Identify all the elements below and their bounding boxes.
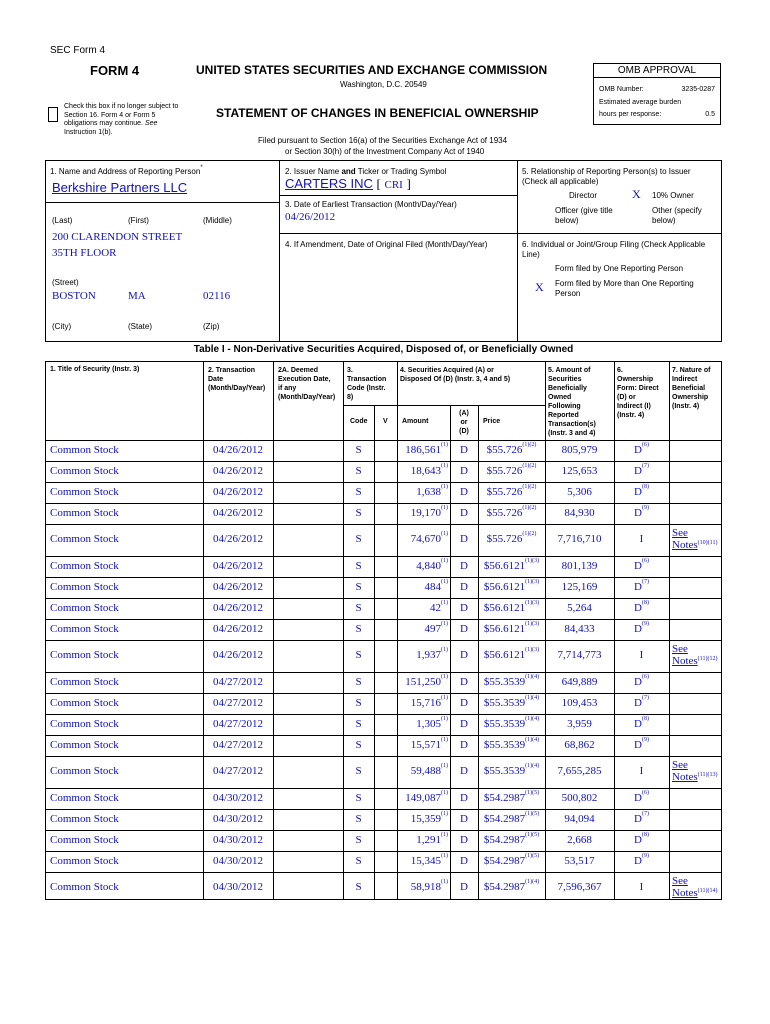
price: $\$54.2987^{(1)(5)}$: [483, 789, 540, 804]
amount: 497$^{(1)}$: [424, 620, 448, 635]
col2-header: 2. Transaction Date (Month/Day/Year): [208, 367, 266, 392]
price: $\$56.6121^{(1)(3)}$: [483, 557, 540, 572]
price: $\$56.6121^{(1)(3)}$: [483, 647, 540, 661]
amount-owned: 53,517: [564, 854, 595, 867]
transaction-code: S: [355, 765, 362, 777]
amount-owned: 125,169: [561, 580, 598, 593]
ownership-form: $D^{(7)}$: [634, 810, 649, 825]
price: $\$55.3539^{(1)(4)}$: [483, 736, 540, 751]
amount: 1,638$^{(1)}$: [416, 483, 448, 498]
transaction-date: 04/27/2012: [212, 738, 264, 751]
ownership-form: $D^{(9)}$: [634, 504, 649, 519]
price: $\$55.3539^{(1)(4)}$: [483, 715, 540, 730]
statement-title: STATEMENT OF CHANGES IN BENEFICIAL OWNERSHIP: [216, 106, 539, 120]
filed-line-1: Filed pursuant to Section 16(a) of the Securities Exchange Act of 1934: [258, 136, 508, 145]
city: BOSTON: [52, 290, 96, 302]
box4-label: 4. If Amendment, Date of Original Filed (Month/Day/Year): [285, 240, 488, 249]
reporting-person-name[interactable]: Berkshire Partners LLC: [52, 180, 188, 195]
security-title: Common Stock: [50, 717, 119, 730]
col2a-header: 2A. Deemed Execution Date, if any (Month/Day/Year): [278, 367, 336, 401]
ownership-form: $D^{(8)}$: [634, 599, 649, 614]
amount-owned: 125,653: [561, 464, 598, 477]
col6-header: 6. Ownership Form: Direct (D) or Indirect (I) (Instr. 4): [617, 367, 659, 419]
ownership-form: $D^{(6)}$: [634, 673, 649, 688]
acquired-disposed: D: [460, 854, 468, 867]
last-label: (Last): [52, 216, 73, 225]
ownership-form: I: [639, 881, 644, 893]
col7-header: 7. Nature of Indirect Beneficial Ownership (Instr. 4): [672, 367, 711, 410]
transaction-code: S: [355, 696, 362, 709]
price: $\$55.726^{(1)(2)}$: [486, 531, 537, 545]
ownership-form: $D^{(6)}$: [634, 789, 649, 804]
transaction-code: S: [355, 738, 362, 751]
ownership-form: I: [639, 649, 644, 661]
amount-owned: 7,716,710: [557, 533, 602, 545]
ownership-form: $D^{(9)}$: [634, 620, 649, 635]
ticker: CRI: [384, 179, 403, 191]
ownership-form: $D^{(9)}$: [634, 736, 649, 751]
transaction-code: S: [355, 580, 362, 593]
box6-label-1: 6. Individual or Joint/Group Filing (Check Applicable: [522, 240, 706, 249]
security-title: Common Stock: [50, 765, 119, 777]
acquired-disposed: D: [460, 812, 468, 825]
transaction-code: S: [355, 881, 362, 893]
amount: 1,937$^{(1)}$: [416, 647, 448, 661]
state: MA: [128, 290, 146, 302]
acquired-disposed: D: [460, 443, 468, 456]
acquired-disposed: D: [460, 601, 468, 614]
price: $\$55.726^{(1)(2)}$: [486, 441, 537, 456]
amount: 1,291$^{(1)}$: [416, 831, 448, 846]
director-label: Director: [569, 191, 598, 200]
price: $\$55.3539^{(1)(4)}$: [483, 694, 540, 709]
ownership-form: $D^{(8)}$: [634, 831, 649, 846]
acquired-disposed: D: [460, 622, 468, 635]
security-title: Common Stock: [50, 738, 119, 751]
transaction-date: 04/26/2012: [212, 622, 264, 635]
box1-label: 1. Name and Address of Reporting Person*: [50, 165, 203, 176]
agency-address: Washington, D.C. 20549: [340, 80, 427, 89]
transaction-code: S: [355, 464, 362, 477]
transaction-code: S: [355, 649, 362, 661]
amount-owned: 3,959: [567, 717, 592, 730]
first-label: (First): [128, 216, 149, 225]
amount-owned: 500,802: [561, 791, 598, 804]
transaction-code: S: [355, 601, 362, 614]
amount: 15,359$^{(1)}$: [410, 810, 448, 825]
sub-v: V: [383, 418, 388, 425]
transaction-date: 04/26/2012: [212, 464, 264, 477]
price: $\$55.3539^{(1)(4)}$: [483, 673, 540, 688]
transaction-date: 04/30/2012: [212, 833, 264, 846]
amount-owned: 2,668: [567, 833, 592, 846]
amount: 18,643$^{(1)}$: [410, 462, 448, 477]
col4-header: 4. Securities Acquired (A) or Disposed Of (D) (Instr. 3, 4 and 5): [400, 367, 511, 383]
amount-owned: 801,139: [561, 559, 598, 572]
security-title: Common Stock: [50, 696, 119, 709]
amount: 74,670$^{(1)}$: [410, 531, 448, 545]
acquired-disposed: D: [460, 649, 468, 661]
price: $\$54.2987^{(1)(4)}$: [483, 879, 540, 893]
price: $\$56.6121^{(1)(3)}$: [483, 599, 540, 614]
transaction-date: 04/30/2012: [212, 881, 264, 893]
box2-label: 2. Issuer Name and Ticker or Trading Symbol: [285, 167, 447, 176]
acquired-disposed: D: [460, 738, 468, 751]
security-title: Common Stock: [50, 485, 119, 498]
amount: 15,345$^{(1)}$: [410, 852, 448, 867]
transaction-date: 04/26/2012: [212, 506, 264, 519]
amount: 484$^{(1)}$: [424, 578, 448, 593]
amount: 19,170$^{(1)}$: [410, 504, 448, 519]
transaction-date: 04/30/2012: [212, 791, 264, 804]
transaction-code: S: [355, 812, 362, 825]
table-title: Table I - Non-Derivative Securities Acquired, Disposed of, or Beneficially Owned: [193, 344, 574, 355]
sub-code: Code: [350, 418, 368, 425]
transaction-date: 04/26/2012: [212, 559, 264, 572]
state-label: (State): [128, 322, 153, 331]
transaction-code: S: [355, 622, 362, 635]
form-title: FORM 4: [90, 63, 140, 78]
security-title: Common Stock: [50, 533, 119, 545]
security-title: Common Stock: [50, 559, 119, 572]
transaction-date: 04/26/2012: [212, 533, 264, 545]
security-title: Common Stock: [50, 833, 119, 846]
col5-header: 5. Amount of Securities Beneficially Owned Following Reported Transaction(s) (Instr. 3 and 4): [548, 367, 596, 437]
amount-owned: 94,094: [564, 812, 595, 825]
acquired-disposed: D: [460, 696, 468, 709]
nature-of-ownership[interactable]: See Notes$^{(11)(12)}$: [672, 643, 718, 667]
security-title: Common Stock: [50, 580, 119, 593]
address-line-1: 200 CLARENDON STREET: [52, 231, 183, 243]
one-person-label: Form filed by One Reporting Person: [555, 264, 684, 273]
box5-label-2: (Check all applicable): [522, 177, 599, 186]
ownership-form: $D^{(7)}$: [634, 462, 649, 477]
omb-title: OMB APPROVAL: [594, 64, 720, 78]
amount: 149,087$^{(1)}$: [405, 789, 448, 804]
nature-of-ownership[interactable]: See Notes$^{(11)(14)}$: [672, 875, 718, 899]
security-title: Common Stock: [50, 675, 119, 688]
earliest-transaction-date: 04/26/2012: [285, 211, 336, 223]
acquired-disposed: D: [460, 559, 468, 572]
price: $\$55.726^{(1)(2)}$: [486, 483, 537, 498]
price: $\$54.2987^{(1)(5)}$: [483, 852, 540, 867]
omb-box: [593, 63, 721, 125]
other-label-2: below): [652, 216, 676, 225]
amount-owned: 7,714,773: [557, 649, 602, 661]
sub-ad: (A) or (D): [459, 410, 469, 435]
ownership-form: $D^{(7)}$: [634, 694, 649, 709]
filed-line-2: or Section 30(h) of the Investment Company Act of 1940: [285, 147, 485, 156]
ownership-form: I: [639, 533, 644, 545]
sub-price: Price: [483, 418, 501, 425]
transaction-code: S: [355, 675, 362, 688]
transaction-date: 04/27/2012: [212, 765, 264, 777]
col3-header: 3. Transaction Code (Instr. 8): [347, 367, 387, 401]
more-persons-label-2: Person: [555, 289, 581, 298]
omb-number: 3235-0287: [681, 86, 715, 93]
sub-amount: Amount: [402, 418, 429, 425]
amount: 15,571$^{(1)}$: [410, 736, 448, 751]
amount: 186,561$^{(1)}$: [405, 441, 448, 456]
omb-hours-label: hours per response:: [599, 111, 662, 118]
transaction-code: S: [355, 506, 362, 519]
no-longer-subject-checkbox[interactable]: [48, 107, 58, 122]
transaction-date: 04/26/2012: [212, 649, 264, 661]
acquired-disposed: D: [460, 881, 468, 893]
transaction-code: S: [355, 854, 362, 867]
ownership-form: $D^{(8)}$: [634, 483, 649, 498]
zip: 02116: [203, 290, 231, 302]
ownership-form: $D^{(9)}$: [634, 852, 649, 867]
acquired-disposed: D: [460, 533, 468, 545]
transaction-date: 04/26/2012: [212, 485, 264, 498]
amount-owned: 7,655,285: [557, 765, 602, 777]
transaction-code: S: [355, 833, 362, 846]
transaction-date: 04/30/2012: [212, 812, 264, 825]
security-title: Common Stock: [50, 791, 119, 804]
officer-label-1: Officer (give title: [555, 206, 613, 215]
nature-of-ownership[interactable]: See Notes$^{(11)(13)}$: [672, 759, 718, 783]
price: $\$54.2987^{(1)(5)}$: [483, 810, 540, 825]
price: $\$56.6121^{(1)(3)}$: [483, 620, 540, 635]
security-title: Common Stock: [50, 649, 119, 661]
col1-header: 1. Title of Security (Instr. 3): [50, 366, 140, 373]
amount-owned: 68,862: [564, 738, 595, 751]
transaction-code: S: [355, 717, 362, 730]
amount-owned: 5,264: [567, 601, 592, 614]
address-line-2: 35TH FLOOR: [52, 247, 117, 259]
omb-hours: 0.5: [705, 111, 715, 118]
amount: 151,250$^{(1)}$: [405, 673, 448, 688]
acquired-disposed: D: [460, 717, 468, 730]
transaction-code: S: [355, 791, 362, 804]
box6-label-2: Line): [522, 250, 540, 259]
amount: 58,918$^{(1)}$: [410, 879, 448, 893]
acquired-disposed: D: [460, 464, 468, 477]
amount-owned: 5,306: [567, 485, 592, 498]
transaction-code: S: [355, 485, 362, 498]
transaction-code: S: [355, 533, 362, 545]
checkbox-caption: Check this box if no longer subject to Section 16. Form 4 or Form 5 obligations may continue. See Instruction 1(b).: [64, 103, 179, 136]
security-title: Common Stock: [50, 881, 119, 893]
transaction-date: 04/27/2012: [212, 675, 264, 688]
joint-filing-mark[interactable]: X: [535, 280, 544, 294]
price: $\$55.3539^{(1)(4)}$: [483, 763, 540, 777]
form-label: SEC Form 4: [50, 45, 106, 56]
issuer-line: CARTERS INC [ CRI ]: [285, 176, 411, 191]
amount-owned: 649,889: [561, 675, 598, 688]
other-label-1: Other (specify: [652, 206, 702, 215]
acquired-disposed: D: [460, 675, 468, 688]
security-title: Common Stock: [50, 812, 119, 825]
city-label: (City): [52, 322, 72, 331]
price: $\$55.726^{(1)(2)}$: [486, 504, 537, 519]
security-title: Common Stock: [50, 464, 119, 477]
acquired-disposed: D: [460, 765, 468, 777]
issuer-name[interactable]: CARTERS INC: [285, 176, 373, 191]
box3-label: 3. Date of Earliest Transaction (Month/Day/Year): [285, 200, 457, 209]
ten-percent-owner-mark[interactable]: X: [632, 187, 641, 201]
omb-number-label: OMB Number:: [599, 86, 644, 93]
acquired-disposed: D: [460, 833, 468, 846]
box5-label-1: 5. Relationship of Reporting Person(s) to Issuer: [522, 167, 691, 176]
amount: 4,840$^{(1)}$: [416, 557, 448, 572]
acquired-disposed: D: [460, 791, 468, 804]
acquired-disposed: D: [460, 506, 468, 519]
amount: 1,305$^{(1)}$: [416, 715, 448, 730]
street-label: (Street): [52, 278, 79, 287]
transaction-code: S: [355, 559, 362, 572]
security-title: Common Stock: [50, 854, 119, 867]
acquired-disposed: D: [460, 485, 468, 498]
price: $\$54.2987^{(1)(5)}$: [483, 831, 540, 846]
transaction-date: 04/26/2012: [212, 601, 264, 614]
amount-owned: 7,596,367: [557, 881, 602, 893]
security-title: Common Stock: [50, 601, 119, 614]
transaction-date: 04/26/2012: [212, 443, 264, 456]
amount-owned: 109,453: [561, 696, 598, 709]
amount-owned: 805,979: [561, 443, 598, 456]
transaction-date: 04/26/2012: [212, 580, 264, 593]
ownership-form: $D^{(6)}$: [634, 441, 649, 456]
middle-label: (Middle): [203, 216, 232, 225]
ownership-form: $D^{(7)}$: [634, 578, 649, 593]
omb-burden-label: Estimated average burden: [599, 99, 682, 106]
price: $\$55.726^{(1)(2)}$: [486, 462, 537, 477]
price: $\$56.6121^{(1)(3)}$: [483, 578, 540, 593]
more-persons-label-1: Form filed by More than One Reporting: [555, 279, 694, 288]
ten-percent-owner-label: 10% Owner: [652, 191, 694, 200]
security-title: Common Stock: [50, 443, 119, 456]
amount: 42$^{(1)}$: [430, 599, 448, 614]
security-title: Common Stock: [50, 506, 119, 519]
officer-label-2: below): [555, 216, 579, 225]
nature-of-ownership[interactable]: See Notes$^{(10)(11)}$: [672, 527, 718, 551]
amount: 15,716$^{(1)}$: [410, 694, 448, 709]
ownership-form: $D^{(6)}$: [634, 557, 649, 572]
amount-owned: 84,930: [564, 506, 595, 519]
transaction-date: 04/30/2012: [212, 854, 264, 867]
acquired-disposed: D: [460, 580, 468, 593]
amount: 59,488$^{(1)}$: [410, 763, 448, 777]
ownership-form: I: [639, 765, 644, 777]
security-title: Common Stock: [50, 622, 119, 635]
transaction-code: S: [355, 443, 362, 456]
amount-owned: 84,433: [564, 622, 595, 635]
transaction-date: 04/27/2012: [212, 696, 264, 709]
zip-label: (Zip): [203, 322, 220, 331]
transaction-date: 04/27/2012: [212, 717, 264, 730]
ownership-form: $D^{(8)}$: [634, 715, 649, 730]
agency-title: UNITED STATES SECURITIES AND EXCHANGE COMMISSION: [196, 63, 548, 77]
